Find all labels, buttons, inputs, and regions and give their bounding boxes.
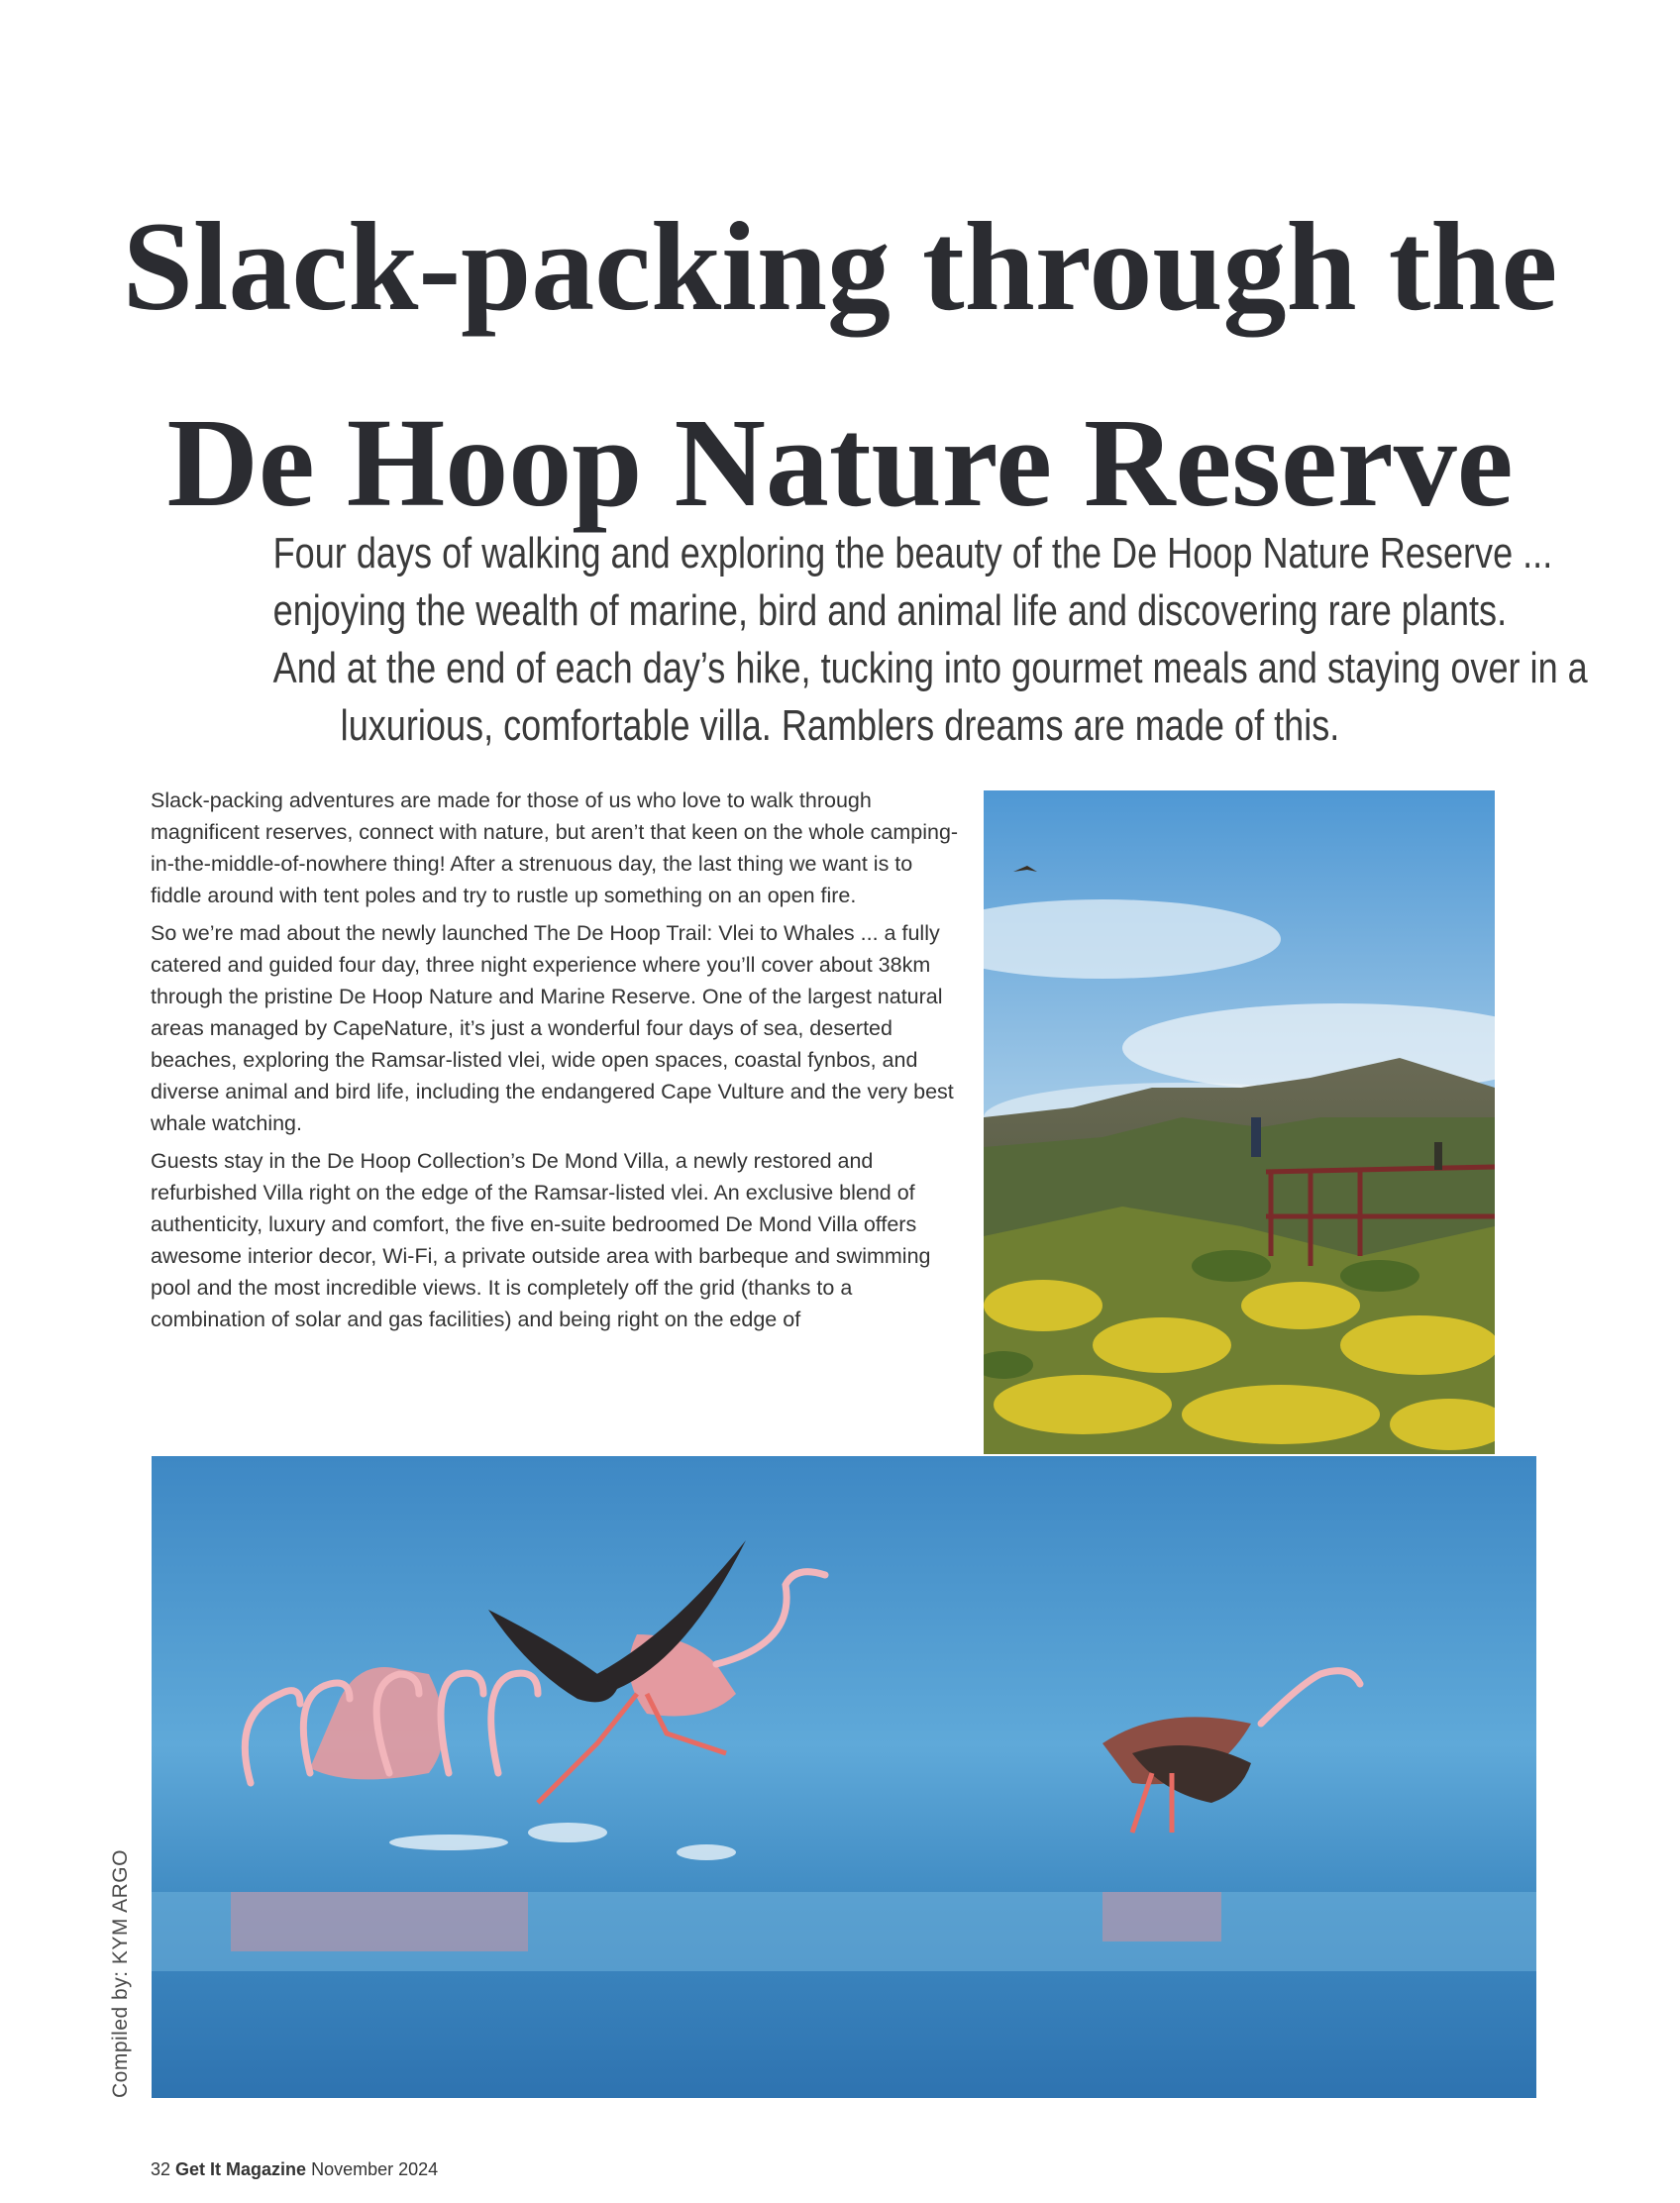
flamingo-photo (152, 1456, 1536, 2098)
magazine-name: Get It Magazine (175, 2159, 307, 2179)
hike-viewpoint-photo (984, 790, 1495, 1454)
issue-date: November 2024 (311, 2159, 439, 2179)
page-footer (151, 2159, 438, 2180)
article-intro (272, 525, 1588, 755)
intro-line-2: enjoying the wealth of marine, bird and animal life and discovering rare plants. (272, 586, 1508, 635)
title-line-1: Slack-packing through the (122, 196, 1558, 337)
intro-line-4: luxurious, comfortable villa. Ramblers dreams are made of this. (340, 701, 1340, 750)
intro-line-1: Four days of walking and exploring the beauty of the De Hoop Nature Reserve ... (272, 529, 1553, 577)
intro-line-3: And at the end of each day’s hike, tucking into gourmet meals and staying over in a (272, 644, 1588, 692)
body-paragraph-3: Guests stay in the De Hoop Collection’s De Mond Villa, a newly restored and refurbished Villa right on the edge of the Ramsar-listed vlei. An exclusive blend of authenticity, luxury and comfort, the five en-suite bedroomed De Mond Villa offers awesome interior decor, Wi-Fi, a private outside area with barbeque and swimming pool and the most incredible views. It is completely off the grid (thanks to a combination of solar and gas facilities) and being right on the edge of (151, 1149, 931, 1331)
page-number: 32 (151, 2159, 171, 2179)
title-line-2: De Hoop Nature Reserve (166, 392, 1514, 533)
body-paragraph-2: So we’re mad about the newly launched The De Hoop Trail: Vlei to Whales ... a fully catered and guided four day, three night experience where you’ll cover about 38km through the pristine De Hoop Nature and Marine Reserve. One of the largest natural areas managed by CapeNature, it’s just a wonderful four days of sea, deserted beaches, exploring the Ramsar-listed vlei, wide open spaces, coastal fynbos, and diverse animal and bird life, including the endangered Cape Vulture and the very best whale watching. (151, 921, 954, 1135)
photo-credit: Compiled by: KYM ARGO (109, 1849, 132, 2098)
article-title (0, 168, 1680, 561)
body-paragraph-1: Slack-packing adventures are made for those of us who love to walk through magnificent reserves, connect with nature, but aren’t that keen on the whole camping-in-the-middle-of-nowhere thing! After a strenuous day, the last thing we want is to fiddle around with tent poles and try to rustle up something on an open fire. (151, 788, 959, 907)
article-body (151, 785, 963, 1341)
